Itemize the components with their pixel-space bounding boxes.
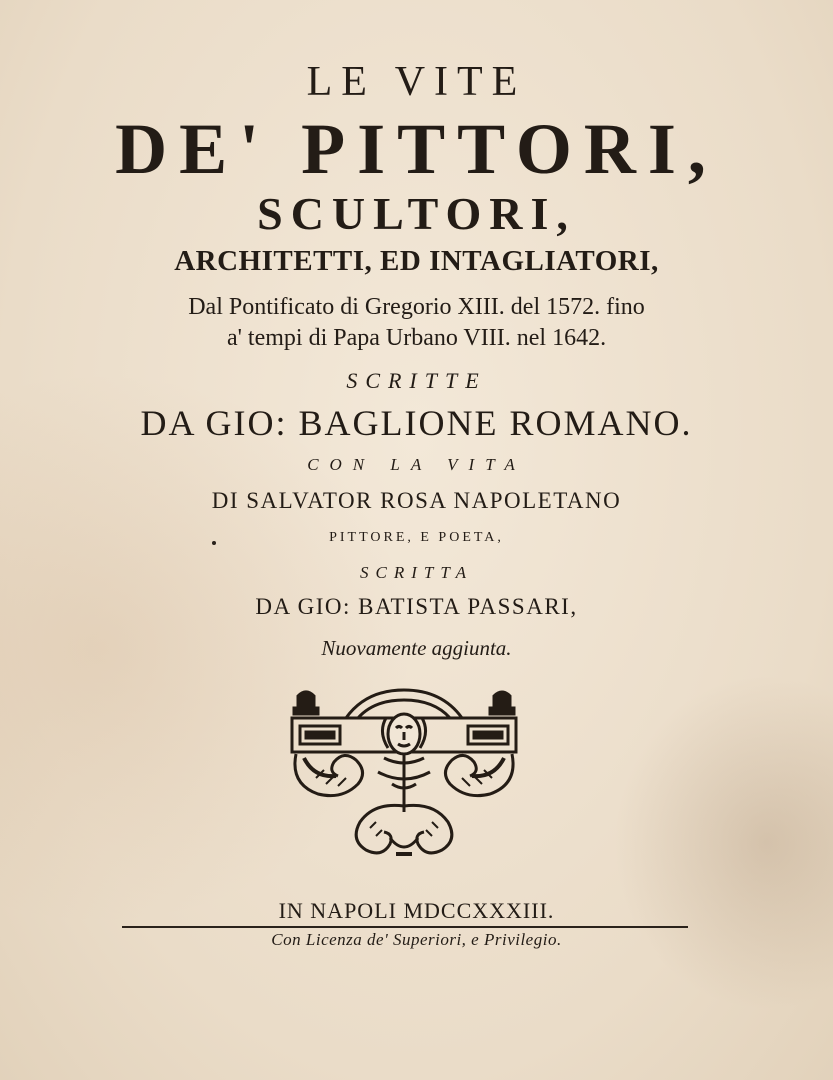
- imprint-rule: [122, 926, 688, 928]
- pittore-poeta-line: PITTORE, E POETA,: [329, 530, 504, 545]
- author-passari: DA GIO: BATISTA PASSARI,: [255, 594, 578, 619]
- title-line-pittori: DE' PITTORI,: [115, 109, 718, 189]
- nuovamente-aggiunta: Nuovamente aggiunta.: [321, 636, 512, 660]
- title-line-scultori: SCULTORI,: [257, 188, 576, 239]
- author-baglione: DA GIO: BAGLIONE ROMANO.: [140, 403, 693, 443]
- con-la-vita-label: CON LA VITA: [307, 455, 526, 474]
- license-line: Con Licenza de' Superiori, e Privilegio.: [271, 930, 562, 949]
- scritte-label: SCRITTE: [346, 368, 487, 393]
- imprint-line: IN NAPOLI MDCCXXXIII.: [278, 898, 555, 923]
- subtitle-line-urbano: a' tempi di Papa Urbano VIII. nel 1642.: [226, 325, 607, 351]
- title-line-le-vite: LE VITE: [306, 59, 527, 105]
- printers-ornament-icon: [286, 688, 522, 860]
- subtitle-line-pontificato: Dal Pontificato di Gregorio XIII. del 1572. fino: [188, 294, 645, 320]
- salvator-rosa-line: DI SALVATOR ROSA NAPOLETANO: [211, 488, 622, 513]
- scritta-label: SCRITTA: [360, 563, 473, 582]
- title-line-architetti: ARCHITETTI, ED INTAGLIATORI,: [174, 245, 659, 277]
